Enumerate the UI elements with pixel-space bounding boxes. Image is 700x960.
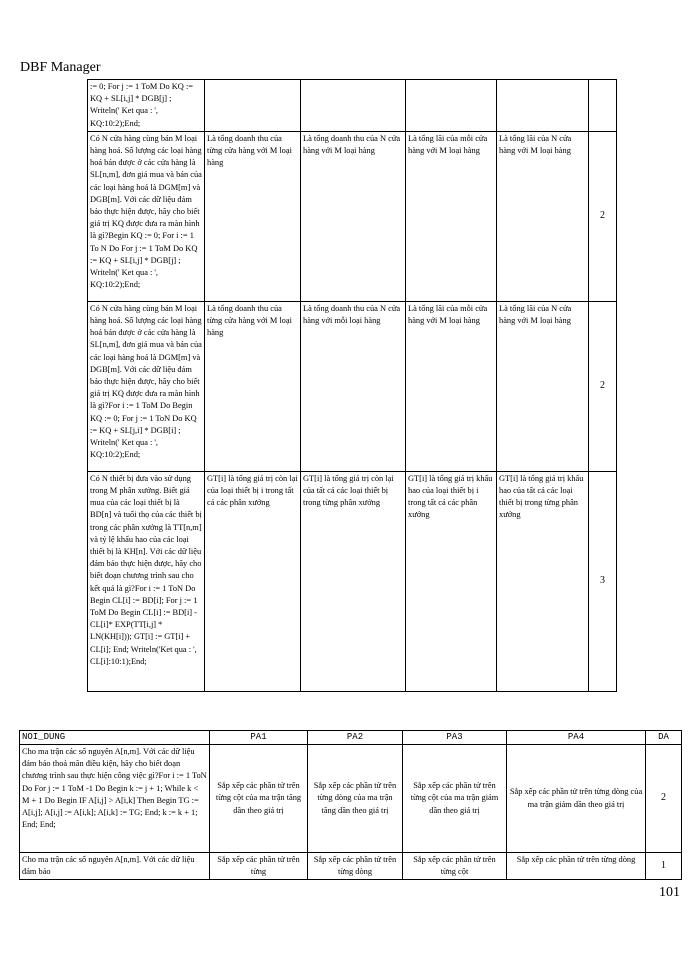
table-row [88, 471, 617, 691]
pa3-cell: GT[i] là tổng giá trị khấu hao của loại thiết bị i trong tất cả các phân xưởng [406, 471, 497, 691]
table-row [20, 745, 682, 853]
pa2-cell: Là tổng doanh thu của N cửa hàng với mỗi loại hàng [301, 301, 406, 471]
pa4-cell: Sắp xếp các phần tử trên từng dòng [507, 853, 646, 880]
pa2-cell: Sắp xếp các phần tử trên từng dòng [308, 853, 403, 880]
header-pa1: PA1 [210, 731, 308, 745]
header-da: DA [646, 731, 682, 745]
header-pa4: PA4 [507, 731, 646, 745]
pa4-cell: Là tổng lãi của N cửa hàng với M loại hàng [497, 301, 589, 471]
pa1-cell: Là tổng doanh thu của từng cửa hàng với M loại hàng [205, 131, 301, 301]
answer-cell [589, 80, 617, 132]
pa2-cell [301, 80, 406, 132]
pa3-cell [406, 80, 497, 132]
table-row [20, 853, 682, 880]
answer-cell: 2 [589, 301, 617, 471]
pa4-cell: Là tổng lãi của N cửa hàng với M loại hàng [497, 131, 589, 301]
header-pa2: PA2 [308, 731, 403, 745]
table-row [88, 131, 617, 301]
page-number: 101 [659, 885, 680, 900]
pa4-cell [497, 80, 589, 132]
table-row [88, 301, 617, 471]
answer-cell: 3 [589, 471, 617, 691]
pa3-cell: Là tổng lãi của mỗi cửa hàng với M loại hàng [406, 131, 497, 301]
pa4-cell: Sắp xếp các phần tử trên từng dòng của ma trận giảm dần theo giá trị [507, 745, 646, 853]
question-table-top [87, 79, 617, 692]
answer-cell: 2 [589, 131, 617, 301]
pa2-cell: Sắp xếp các phần tử trên từng dòng của ma trận tăng dần theo giá trị [308, 745, 403, 853]
question-cell: Cho ma trận các số nguyên A[n,m]. Với các dữ liệu đảm bảo thoả mãn điều kiện, hãy cho biết đoạn chương trình sau thực hiện công việc gì?For i := 1 ToN Do For j := 1 ToM -1 Do Begin k := j + 1; While k < M + 1 Do Begin IF A[i,j] > A[i,k] Then Begin TG := A[i,j]; A[i,j] := A[i,k]; A[i,k] := TG; End; k := k + 1; End; End; [20, 745, 210, 853]
question-cell: Cho ma trận các số nguyên A[n,m]. Với các dữ liệu đảm bảo [20, 853, 210, 880]
table-row [88, 80, 617, 132]
header-noi-dung: NOI_DUNG [20, 731, 210, 745]
answer-cell: 1 [646, 853, 682, 880]
question-cell: Có N thiết bị đưa vào sử dụng trong M phân xưởng. Biết giá mua của các loại thiết bị là BD[n] và tuổi thọ của các thiết bị trong các phân xưởng là TT[n,m] và tỷ lệ khấu hao của các loại thiết bị là KH[n]. Với các dữ liệu đảm bảo thực hiện được, hãy cho biết đoạn chương trình sau cho kết quả là gì?For i := 1 ToN Do Begin CL[i] := BD[i]; For j := 1 ToM Do Begin CL[i] := BD[i] - CL[i]* EXP(TT[i,j] * LN(KH[i])); GT[i] := GT[i] + CL[i]; End; Writeln('Ket qua : ', CL[i]:10:1);End; [88, 471, 205, 691]
pa4-cell: GT[i] là tổng giá trị khấu hao của tất cả các loại thiết bị trong từng phân xưởng [497, 471, 589, 691]
header-pa3: PA3 [403, 731, 507, 745]
pa3-cell: Là tổng lãi của mỗi cửa hàng với M loại hàng [406, 301, 497, 471]
table-header-row [20, 731, 682, 745]
answer-cell: 2 [646, 745, 682, 853]
pa1-cell: Sắp xếp các phần tử trên từng cột của ma trận tăng dần theo giá trị [210, 745, 308, 853]
app-title: DBF Manager [20, 60, 101, 75]
pa3-cell: Sắp xếp các phần tử trên từng cột [403, 853, 507, 880]
pa1-cell: Là tổng doanh thu của từng cửa hàng với M loại hàng [205, 301, 301, 471]
pa1-cell: Sắp xếp các phần tử trên từng [210, 853, 308, 880]
pa3-cell: Sắp xếp các phần tử trên từng cột của ma trận giảm dần theo giá trị [403, 745, 507, 853]
question-cell: Có N cửa hàng cùng bán M loại hàng hoá. Số lượng các loại hàng hoá bán được ở các cửa hàng là SL[n,m], đơn giá mua và bán của các loại hàng hoá là DGM[m] và DGB[m]. Với các dữ liệu đảm bảo thực hiện được, hãy cho biết giá trị KQ được đưa ra màn hình là gì?Begin KQ := 0; For i := 1 To N Do For j := 1 ToM Do KQ := KQ + SL[i,j] * DGB[j] ; Writeln(' Ket qua : ', KQ:10:2);End; [88, 131, 205, 301]
question-table-bottom [19, 730, 682, 880]
question-cell: := 0; For j := 1 ToM Do KQ := KQ + SL[i,j] * DGB[j] ; Writeln(' Ket qua : ', KQ:10:2);End; [88, 80, 205, 132]
pa2-cell: GT[i] là tổng giá trị còn lại của tất cả các loại thiết bị trong từng phân xưởng [301, 471, 406, 691]
question-cell: Có N cửa hàng cùng bán M loại hàng hoá. Số lượng các loại hàng hoá bán được ở các cửa hàng là SL[n,m], đơn giá mua và bán của các loại hàng hoá là DGM[m] và DGB[m]. Với các dữ liệu đảm bảo thực hiện được, hãy cho biết giá trị KQ được đưa ra màn hình là gì?For i := 1 ToM Do Begin KQ := 0; For j := 1 ToN Do KQ := KQ + SL[j,i] * DGB[i] ; Writeln(' Ket qua : ', KQ:10:2);End; [88, 301, 205, 471]
pa1-cell: GT[i] là tổng giá trị còn lại của loại thiết bị i trong tất cả các phân xưởng [205, 471, 301, 691]
pa2-cell: Là tổng doanh thu của N cửa hàng với M loại hàng [301, 131, 406, 301]
pa1-cell [205, 80, 301, 132]
